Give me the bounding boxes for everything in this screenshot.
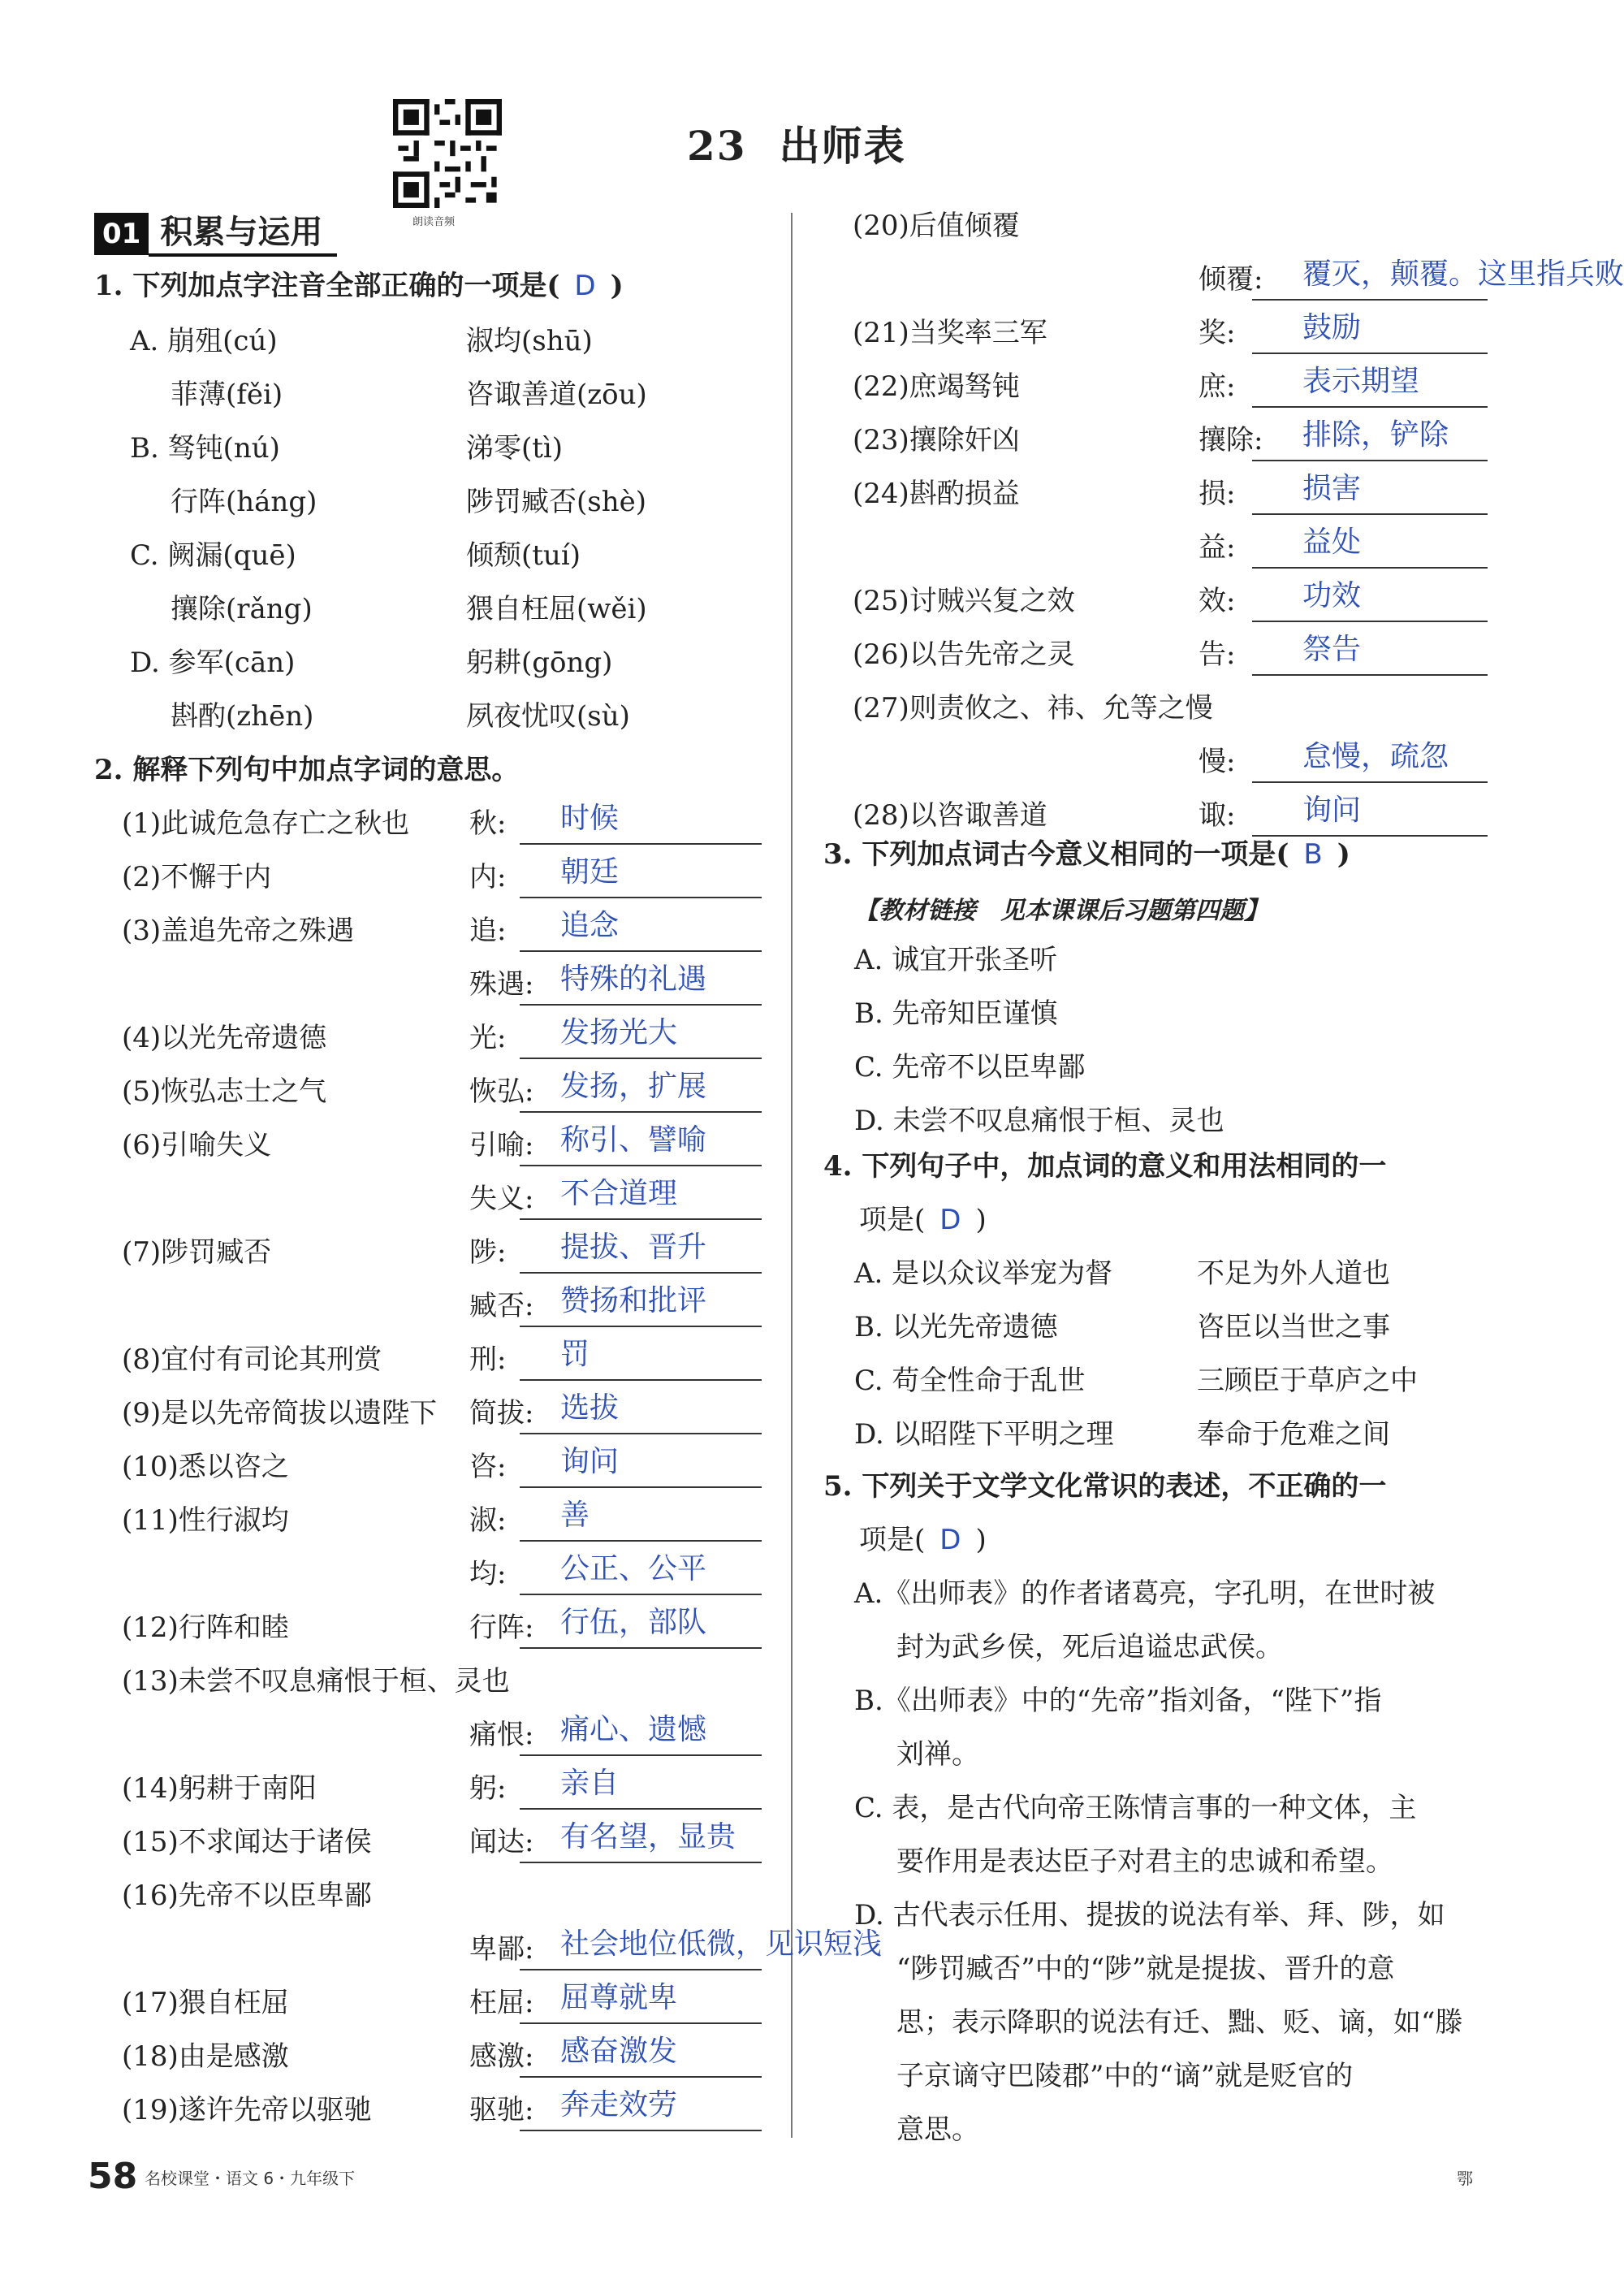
vocab-item-key: 引喻: — [469, 1129, 534, 1161]
vocab-item-key: 简拔: — [469, 1397, 534, 1430]
vocab-item-key: 益: — [1199, 531, 1236, 564]
answer-text: 亲自 — [560, 1767, 620, 1800]
answer-underline — [520, 1433, 762, 1434]
answer-underline — [520, 1218, 762, 1220]
vocab-item-sentence: (23)攘除奸凶 — [853, 424, 1020, 456]
vocab-item-key: 均: — [469, 1558, 507, 1590]
q1-option: D. 参军(cān) — [130, 647, 296, 679]
q5-line: 刘禅。 — [896, 1738, 979, 1771]
vocab-item-sentence: (16)先帝不以臣卑鄙 — [122, 1880, 372, 1912]
answer-underline — [520, 1594, 762, 1595]
vocab-item-key: 追: — [469, 915, 507, 947]
q3-option: C. 先帝不以臣卑鄙 — [854, 1051, 1086, 1084]
vocab-item-sentence: (6)引喻失义 — [122, 1129, 272, 1161]
vocab-item-sentence: (10)悉以咨之 — [122, 1451, 289, 1483]
answer-text: 有名望，显贵 — [560, 1820, 736, 1854]
answer-text: 表示期望 — [1302, 365, 1420, 398]
vocab-item-sentence: (25)讨贼兴复之效 — [853, 585, 1075, 617]
vocab-item-key: 效: — [1199, 585, 1236, 617]
vocab-item-key: 慢: — [1199, 746, 1236, 778]
vocab-item-sentence: (26)以告先帝之灵 — [853, 638, 1075, 671]
vocab-item-key: 枉屈: — [469, 1987, 534, 2019]
answer-text: 祭告 — [1302, 633, 1362, 666]
vocab-item-sentence: (20)后值倾覆 — [853, 210, 1020, 242]
vocab-item-sentence: (4)以光先帝遗德 — [122, 1022, 327, 1054]
question-1-stem: 1. 下列加点字注音全部正确的一项是( D ) — [94, 270, 624, 302]
answer-text: 屈尊就卑 — [560, 1981, 678, 2014]
answer-underline — [520, 1862, 762, 1863]
qr-code-icon[interactable] — [393, 99, 502, 208]
answer-text: 罚 — [560, 1338, 590, 1371]
vocab-item-key: 奖: — [1199, 317, 1236, 349]
vocab-item-key: 损: — [1199, 478, 1236, 510]
answer-underline — [520, 950, 762, 952]
answer-underline — [1252, 513, 1488, 515]
answer-text: 奔走效劳 — [560, 2088, 678, 2122]
section-header — [94, 210, 337, 258]
answer-text: 覆灭，颠覆。这里指兵败 — [1302, 257, 1624, 291]
vocab-item-key: 躬: — [469, 1772, 507, 1805]
answer-underline — [520, 2022, 762, 2024]
vocab-item-key: 秋: — [469, 807, 507, 840]
answer-text: 排除，铲除 — [1302, 418, 1449, 452]
vocab-item-sentence: (28)以咨诹善道 — [853, 799, 1047, 832]
answer-text: 益处 — [1302, 526, 1362, 559]
q5-line: A.《出师表》的作者诸葛亮，字孔明，在世时被 — [854, 1577, 1436, 1610]
question-3-stem: 3. 下列加点词古今意义相同的一项是( B ) — [823, 838, 1350, 871]
answer-underline — [520, 1540, 762, 1542]
q3-option: D. 未尝不叹息痛恨于桓、灵也 — [854, 1105, 1224, 1137]
answer-underline — [520, 1326, 762, 1327]
q4-option-a: C. 苟全性命于乱世 — [854, 1365, 1086, 1397]
q4-option-b: 不足为外人道也 — [1197, 1257, 1390, 1290]
answer-underline — [520, 1004, 762, 1006]
answer-text: 社会地位低微，见识短浅 — [560, 1927, 883, 1961]
q1-option: 菲薄(fěi) — [171, 378, 283, 411]
answer-underline — [1252, 567, 1488, 569]
answer-underline — [520, 1165, 762, 1166]
vocab-item-sentence: (9)是以先帝简拔以遗陛下 — [122, 1397, 438, 1430]
answer-text: 提拔、晋升 — [560, 1231, 707, 1264]
vocab-item-sentence: (5)恢弘志士之气 — [122, 1075, 327, 1108]
question-3-answer: B — [1303, 838, 1323, 871]
answer-text: 行伍，部队 — [560, 1606, 707, 1639]
answer-text: 发扬，扩展 — [560, 1070, 707, 1103]
answer-underline — [520, 897, 762, 898]
q1-option: C. 阙漏(quē) — [130, 539, 296, 572]
answer-underline — [1252, 353, 1488, 354]
answer-text: 鼓励 — [1302, 311, 1362, 344]
vocab-item-key: 内: — [469, 861, 507, 893]
q5-line: 子京谪守巴陵郡”中的“谪”就是贬官的 — [896, 2060, 1354, 2092]
question-5-stem-line1: 5. 下列关于文学文化常识的表述，不正确的一 — [823, 1470, 1387, 1503]
answer-text: 询问 — [1302, 794, 1362, 827]
q1-option: B. 驽钝(nú) — [130, 432, 280, 465]
answer-underline — [520, 1058, 762, 1059]
answer-underline — [520, 1647, 762, 1649]
answer-text: 追念 — [560, 909, 620, 942]
answer-underline — [1252, 621, 1488, 622]
answer-text: 时候 — [560, 802, 620, 835]
q1-option: 倾颓(tuí) — [466, 539, 581, 572]
vocab-item-sentence: (27)则责攸之、祎、允等之慢 — [853, 692, 1213, 725]
q5-line: “陟罚臧否”中的“陟”就是提拔、晋升的意 — [896, 1953, 1395, 1985]
answer-underline — [520, 1379, 762, 1381]
answer-text: 朝廷 — [560, 855, 620, 889]
answer-text: 称引、譬喻 — [560, 1123, 707, 1157]
footer-edition-mark: 鄂 — [1457, 2169, 1473, 2188]
q1-option: 猥自枉屈(wěi) — [466, 593, 647, 625]
answer-text: 功效 — [1302, 579, 1362, 612]
answer-underline — [520, 1969, 762, 1970]
answer-text: 损害 — [1302, 472, 1362, 505]
vocab-item-key: 刑: — [469, 1343, 507, 1376]
answer-underline — [1252, 406, 1488, 408]
textbook-link: 【教材链接 见本课课后习题第四题】 — [854, 897, 1268, 925]
q1-option: 斟酌(zhēn) — [171, 700, 314, 733]
vocab-item-key: 恢弘: — [469, 1075, 534, 1108]
q4-option-b: 奉命于危难之间 — [1197, 1418, 1390, 1451]
lesson-number: 23 — [687, 122, 747, 170]
q5-line: 思；表示降职的说法有迁、黜、贬、谪，如“滕 — [896, 2006, 1463, 2039]
answer-underline — [1252, 674, 1488, 676]
answer-text: 善 — [560, 1499, 590, 1532]
vocab-item-key: 诹: — [1199, 799, 1236, 832]
vocab-item-sentence: (14)躬耕于南阳 — [122, 1772, 317, 1805]
answer-text: 不合道理 — [560, 1177, 678, 1210]
q1-option: 躬耕(gōng) — [466, 647, 613, 679]
q1-option: 涕零(tì) — [466, 432, 564, 465]
answer-text: 痛心、遗憾 — [560, 1713, 707, 1746]
q1-option: 陟罚臧否(shè) — [466, 486, 646, 518]
vocab-item-key: 驱驰: — [469, 2094, 534, 2126]
vocab-item-sentence: (17)猥自枉屈 — [122, 1987, 289, 2019]
vocab-item-sentence: (3)盖追先帝之殊遇 — [122, 915, 355, 947]
question-4-answer: D — [939, 1204, 961, 1236]
answer-underline — [520, 1486, 762, 1488]
q4-option-a: A. 是以众议举宠为督 — [854, 1257, 1113, 1290]
q1-option: A. 崩殂(cú) — [130, 325, 278, 357]
question-5-answer: D — [939, 1524, 961, 1556]
vocab-item-key: 殊遇: — [469, 968, 534, 1001]
vocab-item-key: 倾覆: — [1199, 263, 1263, 296]
section-badge: 01 — [94, 213, 149, 255]
q1-option: 行阵(háng) — [171, 486, 317, 518]
vocab-item-sentence: (21)当奖率三军 — [853, 317, 1047, 349]
answer-text: 怠慢，疏忽 — [1302, 740, 1449, 773]
question-4-stem-line2: 项是( D ) — [859, 1204, 987, 1236]
vocab-item-key: 感激: — [469, 2040, 534, 2073]
vocab-item-key: 告: — [1199, 638, 1236, 671]
q4-option-a: D. 以昭陛下平明之理 — [854, 1418, 1114, 1451]
answer-underline — [520, 1754, 762, 1756]
q1-option: 夙夜忧叹(sù) — [466, 700, 630, 733]
answer-underline — [520, 1808, 762, 1810]
q1-option: 淑均(shū) — [466, 325, 593, 357]
answer-underline — [520, 843, 762, 845]
answer-text: 发扬光大 — [560, 1016, 678, 1049]
vocab-item-key: 卑鄙: — [469, 1933, 534, 1966]
question-1-answer: D — [574, 270, 596, 302]
vocab-item-key: 攘除: — [1199, 424, 1263, 456]
answer-text: 赞扬和批评 — [560, 1284, 707, 1317]
question-4-stem-line1: 4. 下列句子中，加点词的意义和用法相同的一 — [823, 1150, 1387, 1183]
qr-caption: 朗读音频 — [412, 216, 456, 228]
vocab-item-sentence: (1)此诚危急存亡之秋也 — [122, 807, 410, 840]
vocab-item-sentence: (11)性行淑均 — [122, 1504, 289, 1537]
vocab-item-key: 光: — [469, 1022, 507, 1054]
vocab-item-key: 闻达: — [469, 1826, 534, 1858]
vocab-item-sentence: (15)不求闻达于诸侯 — [122, 1826, 372, 1858]
vocab-item-key: 庶: — [1199, 370, 1236, 403]
page-number: 58 — [88, 2156, 138, 2197]
q5-line: 要作用是表达臣子对君主的忠诚和希望。 — [896, 1845, 1393, 1878]
q5-line: B.《出师表》中的“先帝”指刘备，“陛下”指 — [854, 1685, 1382, 1717]
q3-option: B. 先帝知臣谨慎 — [854, 997, 1058, 1030]
vocab-item-sentence: (22)庶竭驽钝 — [853, 370, 1020, 403]
answer-text: 询问 — [560, 1445, 620, 1478]
footer-book-title: 名校课堂・语文 6・九年级下 — [145, 2169, 356, 2188]
q1-option: 咨诹善道(zōu) — [466, 378, 647, 411]
q1-option: 攘除(rǎng) — [171, 593, 313, 625]
q5-line: 意思。 — [896, 2113, 979, 2146]
page-title — [687, 114, 906, 172]
answer-underline — [520, 2130, 762, 2131]
vocab-item-sentence: (2)不懈于内 — [122, 861, 272, 893]
vocab-item-sentence: (12)行阵和睦 — [122, 1611, 289, 1644]
question-2-stem: 2. 解释下列句中加点字词的意思。 — [94, 754, 520, 786]
answer-text: 感奋激发 — [560, 2035, 678, 2068]
answer-underline — [1252, 781, 1488, 783]
column-divider — [791, 213, 793, 2138]
q5-line: D. 古代表示任用、提拔的说法有举、拜、陟，如 — [854, 1899, 1445, 1931]
q3-option: A. 诚宜开张圣听 — [854, 944, 1058, 976]
answer-underline — [520, 1272, 762, 1274]
vocab-item-key: 臧否: — [469, 1290, 534, 1322]
vocab-item-sentence: (19)遂许先帝以驱驰 — [122, 2094, 372, 2126]
answer-underline — [520, 2076, 762, 2078]
vocab-item-sentence: (24)斟酌损益 — [853, 478, 1020, 510]
vocab-item-key: 行阵: — [469, 1611, 534, 1644]
vocab-item-sentence: (7)陟罚臧否 — [122, 1236, 272, 1269]
lesson-title: 出师表 — [779, 122, 906, 170]
vocab-item-sentence: (13)未尝不叹息痛恨于桓、灵也 — [122, 1665, 510, 1698]
vocab-item-key: 陟: — [469, 1236, 507, 1269]
vocab-item-key: 失义: — [469, 1183, 534, 1215]
answer-underline — [1252, 299, 1488, 301]
q4-option-b: 咨臣以当世之事 — [1197, 1311, 1390, 1343]
vocab-item-sentence: (8)宜付有司论其刑赏 — [122, 1343, 382, 1376]
answer-underline — [520, 1111, 762, 1113]
vocab-item-key: 淑: — [469, 1504, 507, 1537]
q4-option-b: 三顾臣于草庐之中 — [1197, 1365, 1418, 1397]
question-5-stem-line2: 项是( D ) — [859, 1524, 987, 1556]
vocab-item-sentence: (18)由是感激 — [122, 2040, 289, 2073]
vocab-item-key: 咨: — [469, 1451, 507, 1483]
q5-line: 封为武乡侯，死后追谥忠武侯。 — [896, 1631, 1283, 1663]
answer-text: 特殊的礼遇 — [560, 962, 707, 996]
q5-line: C. 表，是古代向帝王陈情言事的一种文体，主 — [854, 1792, 1417, 1824]
answer-text: 选拔 — [560, 1391, 620, 1425]
q4-option-a: B. 以光先帝遗德 — [854, 1311, 1058, 1343]
answer-text: 公正、公平 — [560, 1552, 707, 1585]
section-label: 积累与运用 — [149, 211, 337, 257]
answer-underline — [1252, 460, 1488, 461]
vocab-item-key: 痛恨: — [469, 1719, 534, 1751]
